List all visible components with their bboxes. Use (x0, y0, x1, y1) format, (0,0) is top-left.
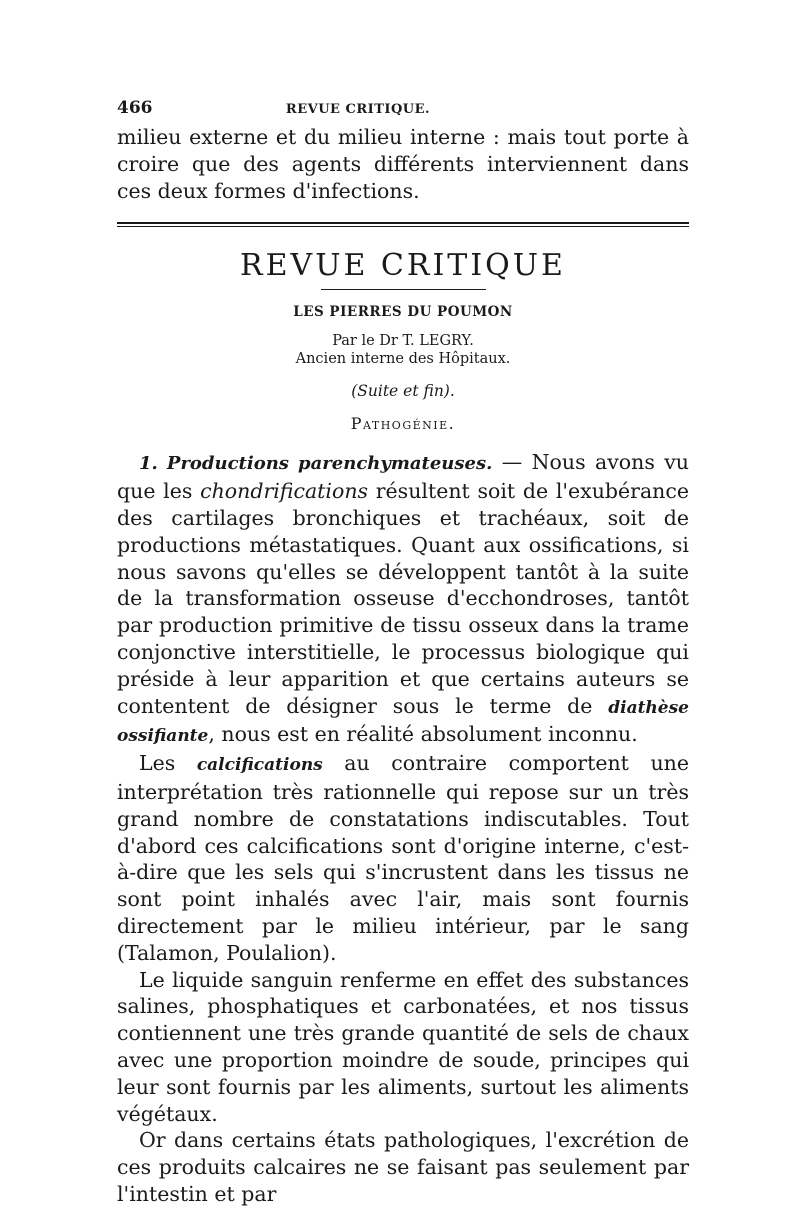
paragraph-1 (117, 449, 689, 750)
paragraph-4: Or dans certains états pathologiques, l'excrétion de ces produits calcaires ne se faisant pas seulement par l'intestin et par (117, 1128, 689, 1206)
continuation-note: (Suite et fin). (351, 382, 455, 401)
author-byline: Par le Dr T. LEGRY. (332, 333, 474, 350)
paragraph-1-term-2: diathèse ossifiante (117, 697, 689, 747)
author-affiliation: Ancien interne des Hôpitaux. (295, 351, 511, 368)
paragraph-3: Le liquide sanguin renferme en effet des substances salines, phosphatiques et carbonatées, et nos tissus contiennent une très grande quantité de sels de chaux avec une proportion moindre de soude, principes qui leur sont fournis par les aliments, surtout les aliments végétaux. (117, 967, 689, 1126)
book-page (117, 98, 689, 1208)
paragraph-1-text-a: — Nous avons vu que les (117, 450, 689, 504)
title-rule (321, 289, 486, 290)
running-head (117, 98, 689, 124)
previous-article-ending: milieu externe et du milieu interne : mais tout porte à croire que des agents différents interviennent dans ces deux formes d'infections. (117, 125, 689, 203)
section-title: REVUE CRITIQUE (240, 248, 566, 284)
paragraph-1-text-c: , nous est en réalité absolument inconnu. (208, 722, 638, 747)
paragraph-1-term: chondrifications (200, 479, 369, 504)
page-number: 466 (117, 98, 153, 118)
paragraph-2-start: Les (139, 751, 197, 776)
paragraph-1-label: 1. Productions parenchymateuses. (139, 453, 493, 475)
paragraph-2 (117, 750, 689, 966)
paragraph-2-text: au contraire comportent une interprétation très rationnelle qui repose sur un très grand nombre de constatations indiscutables. Tout d'abord ces calcifications sont d'origine interne, c'est-à-dire que les sels qui s'incrustent dans les tissus ne sont point inhalés avec l'air, mais sont fournis directement par le milieu intérieur, par le sang (Talamon, Poulalion). (117, 751, 689, 965)
section-divider (117, 222, 689, 227)
section-heading: Pathogénie. (350, 414, 456, 434)
article-title: LES PIERRES DU POUMON (293, 304, 513, 321)
running-title: REVUE CRITIQUE. (285, 102, 431, 117)
paragraph-2-term: calcifications (196, 755, 323, 776)
paragraph-1-text-b: résultent soit de l'exubérance des cartilages bronchiques et trachéaux, soit de productions métastatiques. Quant aux ossifications, si nous savons qu'elles se développent tantôt à la suite de la transformation osseuse d'ecchondroses, tantôt par production primitive de tissu osseux dans la trame conjonctive interstitielle, le processus biologique qui préside à leur apparition et que certains auteurs se contentent de désigner sous le terme de (117, 479, 689, 718)
